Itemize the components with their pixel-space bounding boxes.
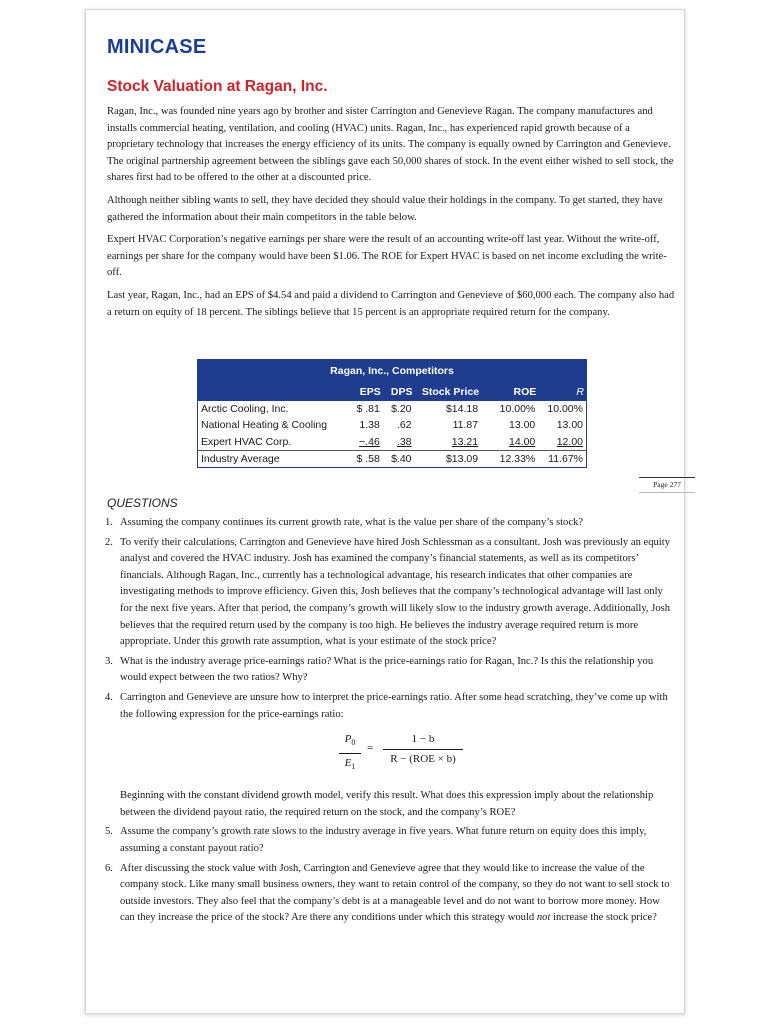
row-dps: $.40: [383, 450, 415, 467]
question-number: 5.: [105, 826, 113, 838]
row-name: Arctic Cooling, Inc.: [201, 403, 289, 416]
question-text: Assume the company’s growth rate slows to the industry average in five years. What future return on equity does this imply, assuming a constant payout ratio?: [120, 826, 647, 854]
question-text: Carrington and Genevieve are unsure how to interpret the price-earnings ratio. After some head scratching, they’ve come up with the following expression for the price-earnings ratio:: [120, 691, 668, 720]
paragraph: Although neither sibling wants to sell, they have decided they should value their holdings in the company. To get started, they have gathered the information about their main competitors in the table below.: [107, 194, 663, 223]
row-eps: $ .58: [351, 450, 383, 467]
question-item: [107, 535, 677, 651]
formula-symbol-e: E: [344, 756, 352, 769]
questions-list: [107, 515, 677, 930]
formula-right-fraction: [383, 731, 463, 767]
table-header-dps: DPS: [383, 382, 415, 401]
row-price: $14.18: [445, 403, 479, 416]
formula-left-denominator: [339, 754, 361, 776]
paragraph: Expert HVAC Corporation’s negative earnings per share were the result of an accounting write-off last year. Without the write-off, earnings per share for the company would have been $1.06. The ROE for Expert HVAC is based on net income excluding the write-off.: [107, 234, 667, 279]
table-row: [198, 417, 586, 433]
row-roe: 12.33%: [481, 450, 538, 467]
question-text-end: increase the stock price?: [550, 912, 657, 924]
question-item: [107, 861, 677, 927]
pe-ratio-formula: [120, 731, 677, 775]
formula-right-numerator: 1 − b: [383, 731, 463, 750]
table-caption: Ragan, Inc., Competitors: [198, 360, 586, 382]
row-dps: .38: [396, 435, 412, 448]
table-row: [198, 450, 586, 467]
formula-left-numerator: [339, 731, 361, 754]
row-eps: $ .81: [356, 403, 380, 416]
row-name: Industry Average: [198, 450, 351, 467]
question-text: Assuming the company continues its current growth rate, what is the value per share of the company’s stock?: [120, 517, 584, 528]
question-number: 4.: [105, 691, 113, 703]
table-header-eps: EPS: [351, 382, 383, 401]
row-price: $13.09: [415, 450, 482, 467]
row-r: 12.00: [556, 435, 583, 448]
formula-right-denominator: R − (ROE × b): [390, 752, 456, 765]
paragraph: Last year, Ragan, Inc., had an EPS of $4.54 and paid a dividend to Carrington and Genevieve of $60,000 each. The company also had a return on equity of 18 percent. The siblings believe that 15 percent is an appropriate required return for the company.: [107, 289, 675, 318]
table-row: [198, 434, 586, 451]
question-item: [107, 654, 677, 687]
question-item: [107, 690, 677, 821]
table-header-stock-price: Stock Price: [415, 382, 482, 401]
row-r: 10.00%: [547, 403, 583, 416]
questions-heading: QUESTIONS: [107, 496, 178, 510]
question-4-followup: Beginning with the constant dividend growth model, verify this result. What does this expression imply about the relationship between the dividend payout ratio, the required return on the stock, and the company’s ROE?: [120, 790, 654, 818]
row-roe: 13.00: [508, 419, 536, 432]
row-roe: 10.00%: [499, 403, 536, 416]
row-eps: 1.38: [359, 419, 380, 432]
section-label: MINICASE: [107, 36, 207, 58]
formula-symbol-p: P: [344, 733, 352, 746]
table-header-blank: [198, 382, 351, 401]
row-dps: $.20: [391, 403, 412, 416]
table-header-roe: ROE: [481, 382, 538, 401]
question-number: 6.: [105, 862, 113, 874]
paragraph: Ragan, Inc., was founded nine years ago by brother and sister Carrington and Genevieve Ragan. The company manufactures and installs commercial heating, ventilation, and cooling (HVAC) units. Ragan, Inc., has experienced rapid growth because of a proprietary technology that increases the energy efficiency of its units. The company is equally owned by Carrington and Genevieve. The original partnership agreement between the siblings gave each 50,000 shares of stock. In the event either wished to sell stock, the shares first had to be offered to the other at a discounted price.: [107, 106, 674, 184]
row-dps: .62: [396, 419, 412, 432]
question-text: After discussing the stock value with Josh, Carrington and Genevieve agree that they would like to increase the value of the company stock. Like many small business owners, they want to retain control of the company, so they do not want to sell stock to outside investors. They also feel that the company’s debt is at a manageable level and do not want to borrow more money. How can they increase the price of the stock? Are there any conditions under which this strategy would: [120, 862, 670, 924]
question-number: 1.: [105, 517, 113, 528]
formula-equals: =: [367, 742, 374, 755]
question-text: To verify their calculations, Carrington and Genevieve have hired Josh Schlessman as a consultant. Josh was previously an equity analyst and covered the HVAC industry. Josh has examined the company’s financial statements, as well as its competitors’ financials. Although Ragan, Inc., currently has a technological advantage, his research indicates that other companies are investigating methods to improve efficiency. Given this, Josh believes that the company’s technological advantage will last only for the next five years. After that period, the company’s growth will likely slow to the industry growth average. Additionally, Josh believes that the required return used by the company is too high. He believes the industry average required return is more appropriate. Under this growth rate assumption, what is your estimate of the stock price?: [120, 536, 671, 648]
question-number: 3.: [105, 655, 113, 667]
page-number: Page 277: [639, 477, 695, 493]
row-r: 11.67%: [538, 450, 586, 467]
formula-subscript: 1: [351, 762, 356, 772]
question-number: 2.: [105, 536, 113, 548]
question-item: [107, 824, 677, 857]
intro-paragraphs: [107, 104, 677, 327]
competitors-table: [197, 359, 587, 468]
table-row: [198, 401, 586, 417]
row-name: National Heating & Cooling: [201, 419, 328, 432]
row-price: 11.87: [452, 419, 479, 432]
question-emphasis: not: [536, 912, 551, 924]
document-page: [85, 9, 685, 1014]
row-roe: 14.00: [508, 435, 536, 448]
row-r: 13.00: [556, 419, 583, 432]
row-price: 13.21: [451, 435, 479, 448]
case-title: Stock Valuation at Ragan, Inc.: [107, 78, 328, 95]
row-name: Expert HVAC Corp.: [201, 435, 292, 448]
formula-subscript: 0: [351, 738, 356, 748]
row-eps: −.46: [359, 435, 380, 448]
table-header-r: R: [538, 382, 586, 401]
question-item: [107, 515, 677, 532]
formula-left-fraction: [339, 731, 361, 776]
question-text: What is the industry average price-earnings ratio? What is the price-earnings ratio for Ragan, Inc.? Is this the relationship you would expect between the two ratios? Why?: [120, 655, 654, 684]
